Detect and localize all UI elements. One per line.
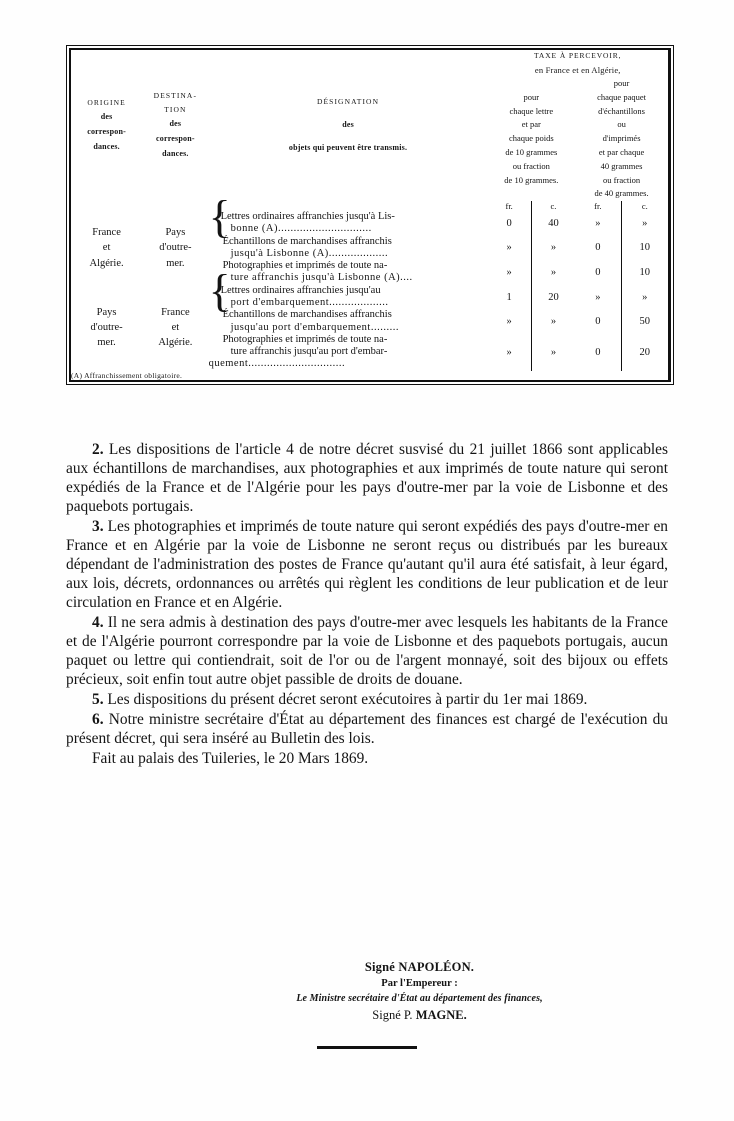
footnote-row [71, 371, 668, 380]
article-2-text: Les dispositions de l'article 4 de notre décret susvisé du 21 juillet 1866 sont applicables aux échantillons de marchandises, aux photographies et aux imprimés de toute nature qui seront expédiés de la France et de l'Algérie pour les pays d'outre-mer par la voie de Lisbonne et des paquebots portugais. [66, 441, 668, 516]
cell-designation-5: Échantillons de marchandises affranchis jusqu'au port d'embarquement......... [222, 309, 399, 333]
cell-origin-2: Pays d'outre- mer. [90, 306, 123, 349]
cell-parcel-fr-6: 0 [595, 346, 601, 358]
cell-designation-1: { Lettres ordinaires affranchies jusqu'à Lis- bonne (A).............................. [208, 191, 395, 243]
cell-letter-c-5: » [531, 309, 575, 334]
cell-letter-c-4: 20 [531, 285, 575, 310]
cell-letter-fr-6: » [506, 346, 512, 358]
page-end-rule [317, 1046, 417, 1049]
article-5 [66, 690, 668, 709]
article-4-text: Il ne sera admis à destination des pays d'outre-mer avec lesquels les habitants de la France et de l'Algérie pourront correspondre par la voie de Lisbonne et des paquebots portugais, aucun paquet ou lettre qui contiendrait, soit de l'or ou de l'argent monnayé, soit des bijoux ou effets précieux, soit enfin tout autre objet passible de droits de douane. [66, 614, 668, 689]
cell-parcel-fr-5: 0 [595, 316, 601, 328]
signature-minister-title: Le Ministre secrétaire d'État au département des finances, [296, 993, 543, 1004]
cell-designation-2: Échantillons de marchandises affranchis jusqu'à Lisbonne (A)................... [222, 235, 392, 259]
cell-letter-fr-4: 1 [506, 291, 512, 303]
signature-block [66, 960, 668, 1023]
cell-letter-fr-1: 0 [506, 217, 512, 229]
unit-parcel-c: c. [621, 201, 668, 211]
signature-minister-prefix: Signé P. [372, 1008, 416, 1022]
cell-parcel-fr-1: » [595, 217, 601, 229]
table-row [71, 211, 668, 236]
cell-origin-1: France et Algérie. [89, 227, 124, 269]
header-designation: DÉSIGNATION des objets qui peuvent être transmis. [288, 96, 408, 153]
signature-byline: Par l'Empereur : [381, 978, 458, 989]
cell-letter-c-1: 40 [531, 211, 575, 236]
signature-minister-name: MAGNE. [415, 1008, 467, 1022]
article-6-number: 6. [92, 711, 104, 729]
header-destination: DESTINA- TION des correspon- dances. [153, 91, 198, 158]
cell-parcel-fr-3: 0 [595, 266, 601, 278]
header-letter-rate: pour chaque lettre et par chaque poids de 10 grammes ou fraction de 10 grammes. [504, 91, 559, 185]
article-3-text: Les photographies et imprimés de toute nature qui seront expédiés des pays d'outre-mer en France et en Algérie par la voie de Lisbonne ne seront reçus ou distribués par les bureaux dépendant de l'administration des postes de France qu'autant qu'il aura été satisfait, à leur égard, aux lois, décrets, ordonnances ou arrêtés qui règlent les conditions de leur publication et de leur circulation en France et en Algérie. [66, 518, 668, 612]
rate-table [71, 50, 668, 380]
cell-parcel-fr-4: » [595, 291, 601, 303]
cell-destination-2: France et Algérie. [158, 306, 193, 349]
unit-parcel-fr: fr. [594, 201, 602, 212]
table-footnote: (A) Affranchissement obligatoire. [71, 370, 183, 380]
cell-letter-fr-5: » [506, 316, 512, 328]
cell-parcel-c-5: 50 [621, 309, 668, 334]
header-parcel-rate: pour chaque paquet d'échantillons ou d'imprimés et par chaque 40 grammes ou fraction de 40 grammes. [594, 78, 649, 199]
cell-parcel-c-4: » [621, 285, 668, 310]
rate-table-frame [66, 45, 674, 385]
signature-minister [171, 1008, 668, 1023]
header-tax-group: TAXE À PERCEVOIR, en France et en Algérie, [534, 51, 622, 75]
article-5-text: Les dispositions du présent décret seront exécutoires à partir du 1er mai 1869. [107, 691, 588, 709]
cell-parcel-c-1: » [621, 211, 668, 236]
article-4-number: 4. [92, 614, 104, 632]
article-4 [66, 613, 668, 689]
article-6-text: Notre ministre secrétaire d'État au département des finances est chargé de l'exécution du présent décret, qui sera inséré au Bulletin des lois. [66, 711, 668, 748]
article-3 [66, 517, 668, 612]
cell-parcel-c-6: 20 [621, 334, 668, 371]
header-origin: ORIGINE des correspon- dances. [87, 98, 126, 151]
closing-statement: Fait au palais des Tuileries, le 20 Mars 1869. [92, 750, 369, 768]
units-row [71, 201, 668, 211]
article-2-number: 2. [92, 441, 104, 458]
cell-parcel-c-2: 10 [621, 236, 668, 261]
article-2 [66, 440, 668, 516]
signature-emperor: Signé NAPOLÉON. [364, 960, 475, 974]
unit-letter-c: c. [531, 201, 575, 211]
article-5-number: 5. [92, 691, 104, 709]
cell-letter-c-3: » [531, 260, 575, 285]
article-3-number: 3. [92, 518, 104, 536]
cell-letter-c-6: » [531, 334, 575, 371]
cell-designation-3: Photographies et imprimés de toute na- ture affranchis jusqu'à Lisbonne (A).... [222, 260, 413, 284]
cell-letter-fr-3: » [506, 266, 512, 278]
unit-letter-fr: fr. [505, 201, 513, 212]
cell-parcel-c-3: 10 [621, 260, 668, 285]
cell-letter-fr-2: » [506, 242, 512, 254]
table-row [71, 285, 668, 310]
cell-designation-6: Photographies et imprimés de toute na- ture affranchis jusqu'au port d'embar- quement............................... [208, 333, 388, 370]
table-header-row [71, 50, 668, 77]
cell-letter-c-2: » [531, 236, 575, 261]
article-6 [66, 710, 668, 748]
cell-parcel-fr-2: 0 [595, 242, 601, 254]
cell-designation-4: { Lettres ordinaires affranchies jusqu'au port d'embarquement................... [208, 264, 389, 316]
cell-destination-1: Pays d'outre- mer. [159, 227, 192, 269]
decree-body [66, 440, 668, 768]
